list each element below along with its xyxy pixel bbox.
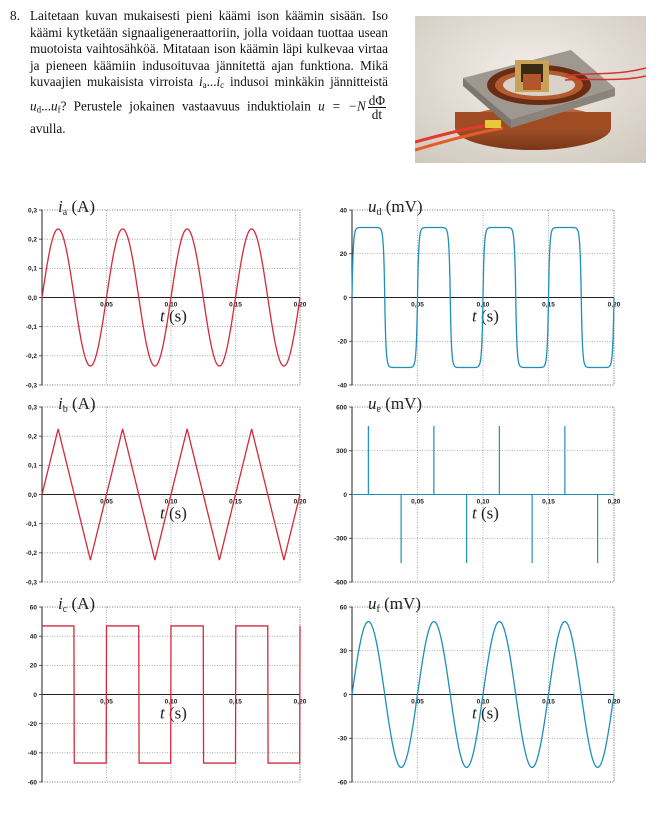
x-tick-label: 0,05 [411,698,424,706]
x-tick-label: 0,20 [607,301,621,309]
y-axis-label: ue (mV) [368,394,423,415]
x-tick-label: 0,20 [293,301,307,309]
y-tick-label: 0 [33,691,37,699]
sym-u-2: u [50,98,58,114]
problem-line2: indusoi minkäkin jännitteistä [224,74,388,90]
x-tick-label: 0,10 [476,698,490,706]
problem-line3: ? Perustele jokainen vastaavuus induktiolain [60,98,319,114]
x-tick-label: 0,15 [229,698,242,706]
y-axis-label: ic (A) [58,594,96,615]
x-axis-label: t (s) [472,306,499,326]
y-axis-label: ud (mV) [368,197,423,218]
y-tick-label: -0,3 [25,382,37,390]
y-tick-label: -20 [337,338,347,346]
sym-i-2: i [216,74,221,90]
x-tick-label: 0,10 [476,301,490,309]
x-axis-label: t (s) [160,703,187,723]
x-tick-label: 0,10 [164,498,178,506]
y-tick-label: -0,1 [25,323,37,331]
y-tick-label: -40 [27,750,37,758]
x-tick-label: 0,15 [229,301,242,309]
problem-line1: Laitetaan kuvan mukaisesti pieni käämi ison käämin sisään. Iso käämi kytketään signaaligeneraattoriin, jolla voidaan tuottaa usean muotoista vaihtosähköä. Mitataan ison käämin läpi kulkevaa virtaa ja pieneen käämiin indusoituvaa jännitettä ajan funktiona. Mikä kuvaajien mukaisista virroista [30,8,388,90]
y-tick-label: 40 [29,633,37,641]
chart-ia [20,197,310,390]
x-tick-label: 0,15 [542,498,555,506]
y-tick-label: -0,1 [25,520,37,528]
dots: ... [206,74,217,90]
chart-ic [20,594,310,787]
y-tick-label: 0,3 [27,404,37,412]
x-tick-label: 0,05 [100,301,113,309]
x-tick-label: 0,05 [411,301,424,309]
y-tick-label: 0,1 [27,462,37,470]
x-tick-label: 0,15 [542,301,555,309]
sym-i: i [198,74,203,90]
y-tick-label: 20 [29,662,37,670]
y-tick-label: -300 [333,535,347,543]
sym-u: u [30,98,37,114]
dots-2: ... [41,98,51,114]
y-tick-label: 0 [343,294,347,302]
eq-numerator: dΦ [368,92,385,108]
y-axis-label: uf (mV) [368,594,421,615]
x-axis-label: t (s) [160,503,187,523]
y-tick-label: -60 [27,779,37,787]
y-tick-label: 30 [339,648,347,656]
y-tick-label: 20 [339,251,347,259]
y-tick-label: -600 [333,579,347,587]
problem-text [10,8,388,138]
y-tick-label: 0,1 [27,265,37,273]
x-axis-label: t (s) [160,306,187,326]
y-tick-label: 60 [339,604,347,612]
problem-line4: avulla. [30,120,66,136]
y-tick-label: 0 [343,691,347,699]
y-tick-label: -30 [337,735,347,743]
coil-photo-image [415,16,646,163]
y-tick-label: 0,0 [27,491,37,499]
x-tick-label: 0,10 [164,698,178,706]
y-tick-label: 300 [336,448,347,456]
x-tick-label: 0,20 [607,498,621,506]
sub-d: d [36,104,42,115]
x-axis-label: t (s) [472,703,499,723]
chart-uf [330,594,630,787]
equation-lhs: u = −N [318,98,366,114]
y-tick-label: 60 [29,604,37,612]
sub-a: a [202,80,207,91]
y-tick-label: 0,0 [27,294,37,302]
y-tick-label: -0,3 [25,579,37,587]
y-tick-label: -0,2 [25,550,37,558]
x-tick-label: 0,15 [542,698,555,706]
y-tick-label: -20 [27,720,37,728]
eq-denominator: dt [371,106,383,122]
x-axis-label: t (s) [472,503,499,523]
y-tick-label: 0 [343,491,347,499]
x-tick-label: 0,10 [164,301,178,309]
x-tick-label: 0,20 [293,698,307,706]
y-tick-label: -40 [337,382,347,390]
sub-f: f [57,104,61,115]
x-tick-label: 0,10 [476,498,490,506]
chart-ue [330,394,630,587]
problem-number: 8. [10,8,20,23]
y-tick-label: 40 [339,207,347,215]
y-tick-label: 0,3 [27,207,37,215]
chart-ud [330,197,630,390]
y-tick-label: 0,2 [27,236,37,244]
y-tick-label: 600 [336,404,347,412]
y-tick-label: 0,2 [27,433,37,441]
chart-ib [20,394,310,587]
x-tick-label: 0,05 [100,498,113,506]
x-tick-label: 0,05 [100,698,113,706]
x-tick-label: 0,20 [607,698,621,706]
y-tick-label: -60 [337,779,347,787]
x-tick-label: 0,05 [411,498,424,506]
x-tick-label: 0,15 [229,498,242,506]
problem-body [30,8,388,138]
sub-c: c [220,80,225,91]
y-axis-label: ia (A) [58,197,96,218]
y-tick-label: -0,2 [25,353,37,361]
x-tick-label: 0,20 [293,498,307,506]
coil-photo [415,16,646,163]
equation-fraction [368,94,386,121]
y-axis-label: ib (A) [58,394,96,415]
